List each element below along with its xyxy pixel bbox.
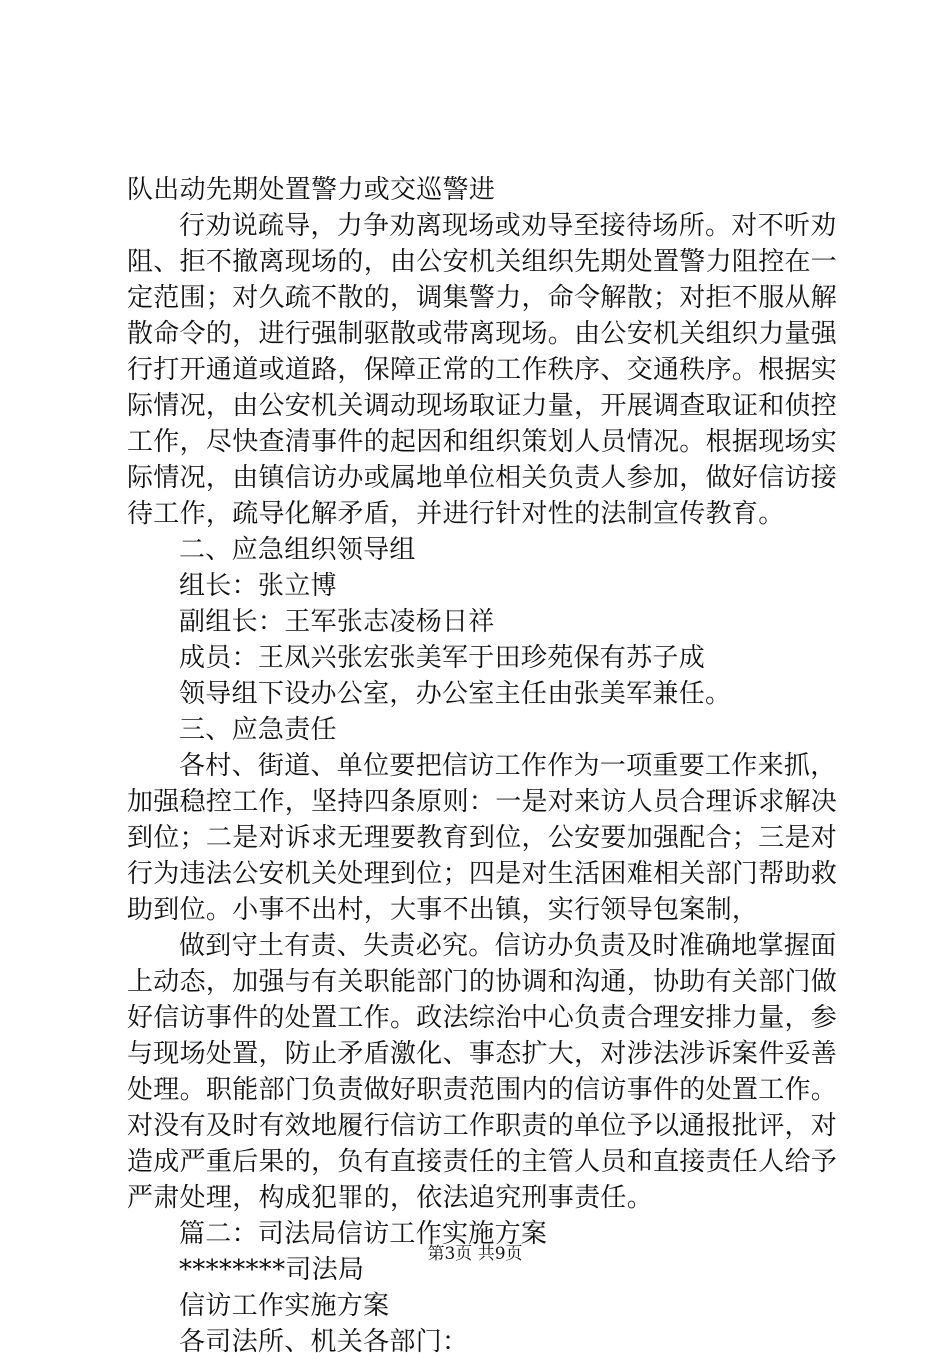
text-line: 行打开通道或道路，保障正常的工作秩序、交通秩序。根据实 xyxy=(127,355,838,385)
text-line: 加强稳控工作，坚持四条原则：一是对来访人员合理诉求解决 xyxy=(127,787,838,817)
text-line: 造成严重后果的，负有直接责任的主管人员和直接责任人给予 xyxy=(127,1147,838,1177)
document-body xyxy=(127,172,838,1360)
text-line: 上动态，加强与有关职能部门的协调和沟通，协助有关部门做 xyxy=(127,967,838,997)
text-line: 定范围；对久疏不散的，调集警力，命令解散；对拒不服从解 xyxy=(127,283,838,313)
text-line: 到位；二是对诉求无理要教育到位，公安要加强配合；三是对 xyxy=(127,823,838,853)
section-heading: 篇二：司法局信访工作实施方案 xyxy=(179,1219,548,1249)
text-line: 散命令的，进行强制驱散或带离现场。由公安机关组织力量强 xyxy=(127,319,838,349)
text-line: 做到守土有责、失责必究。信访办负责及时准确地掌握面 xyxy=(179,931,837,961)
text-line: 好信访事件的处置工作。政法综治中心负责合理安排力量，参 xyxy=(127,1003,838,1033)
text-line: 行劝说疏导，力争劝离现场或劝导至接待场所。对不听劝 xyxy=(179,211,837,241)
text-line: 各村、街道、单位要把信访工作作为一项重要工作来抓， xyxy=(179,751,837,781)
text-line: 组长：张立博 xyxy=(179,571,337,601)
section-heading: 二、应急组织领导组 xyxy=(179,535,416,565)
section-heading: 三、应急责任 xyxy=(179,715,337,745)
text-line: 严肃处理，构成犯罪的，依法追究刑事责任。 xyxy=(127,1183,654,1213)
text-line: 信访工作实施方案 xyxy=(179,1291,390,1321)
text-line: 副组长：王军张志凌杨日祥 xyxy=(179,607,495,637)
text-line: 领导组下设办公室，办公室主任由张美军兼任。 xyxy=(179,679,732,709)
text-line: 行为违法公安机关处理到位；四是对生活困难相关部门帮助救 xyxy=(127,859,838,889)
text-line: 待工作，疏导化解矛盾，并进行针对性的法制宣传教育。 xyxy=(127,499,785,529)
text-line: 成员：王凤兴张宏张美军于田珍苑保有苏子成 xyxy=(179,643,706,673)
text-line: 队出动先期处置警力或交巡警进 xyxy=(127,175,496,205)
text-line: 各司法所、机关各部门： xyxy=(179,1327,469,1357)
text-line: 助到位。小事不出村，大事不出镇，实行领导包案制， xyxy=(127,895,759,925)
text-line: 与现场处置，防止矛盾激化、事态扩大，对涉法涉诉案件妥善 xyxy=(127,1039,838,1069)
page-number-footer: 第3页 共9页 xyxy=(427,1244,523,1264)
text-line: ********司法局 xyxy=(179,1255,365,1285)
text-line: 工作，尽快查清事件的起因和组织策划人员情况。根据现场实 xyxy=(127,427,838,457)
text-line: 阻、拒不撤离现场的，由公安机关组织先期处置警力阻控在一 xyxy=(127,247,838,277)
text-line: 处理。职能部门负责做好职责范围内的信访事件的处置工作。 xyxy=(127,1075,838,1105)
text-line: 际情况，由公安机关调动现场取证力量，开展调查取证和侦控 xyxy=(127,391,838,421)
text-line: 际情况，由镇信访办或属地单位相关负责人参加，做好信访接 xyxy=(127,463,838,493)
text-line: 对没有及时有效地履行信访工作职责的单位予以通报批评，对 xyxy=(127,1111,838,1141)
